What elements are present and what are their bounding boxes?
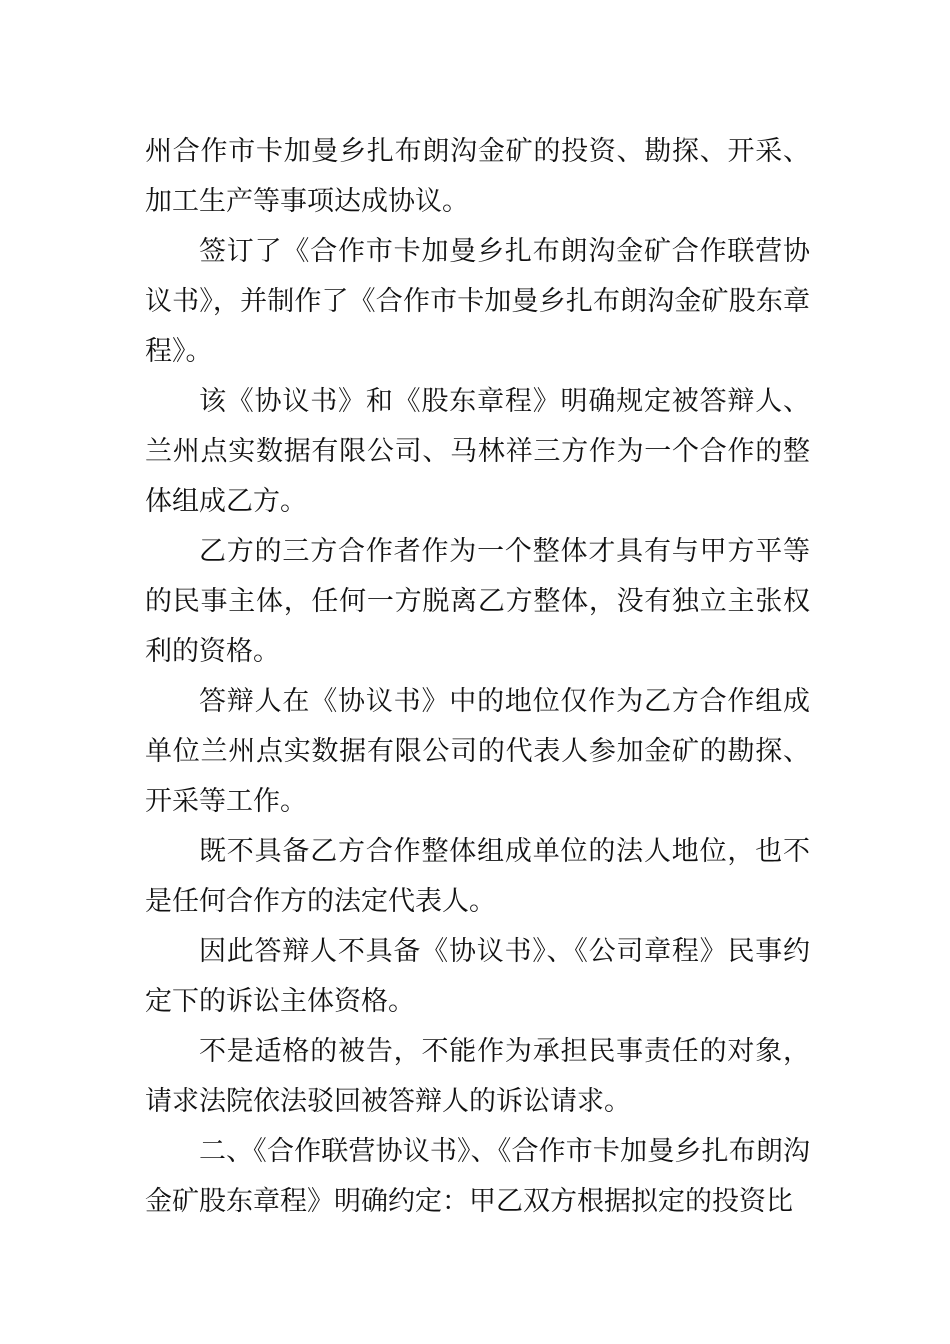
paragraph-7: 因此答辩人不具备《协议书》、《公司章程》民事约定下的诉讼主体资格。: [145, 936, 810, 1017]
document-body: [145, 127, 810, 1227]
paragraph-3: 该《协议书》和《股东章程》明确规定被答辩人、兰州点实数据有限公司、马林祥三方作为一个合作的整体组成乙方。: [145, 386, 810, 517]
paragraph-8: 不是适格的被告，不能作为承担民事责任的对象，请求法院依法驳回被答辩人的诉讼请求。: [145, 1036, 810, 1117]
paragraph-1: 州合作市卡加曼乡扎布朗沟金矿的投资、勘探、开采、加工生产等事项达成协议。: [145, 136, 810, 217]
paragraph-4: 乙方的三方合作者作为一个整体才具有与甲方平等的民事主体，任何一方脱离乙方整体，没有独立主张权利的资格。: [145, 536, 810, 667]
paragraph-5: 答辩人在《协议书》中的地位仅作为乙方合作组成单位兰州点实数据有限公司的代表人参加金矿的勘探、开采等工作。: [145, 686, 810, 817]
paragraph-6: 既不具备乙方合作整体组成单位的法人地位，也不是任何合作方的法定代表人。: [145, 836, 810, 917]
paragraph-9: 二、《合作联营协议书》、《合作市卡加曼乡扎布朗沟金矿股东章程》明确约定：甲乙双方根据拟定的投资比: [145, 1136, 810, 1217]
paragraph-2: 签订了《合作市卡加曼乡扎布朗沟金矿合作联营协议书》，并制作了《合作市卡加曼乡扎布朗沟金矿股东章程》。: [145, 236, 810, 367]
